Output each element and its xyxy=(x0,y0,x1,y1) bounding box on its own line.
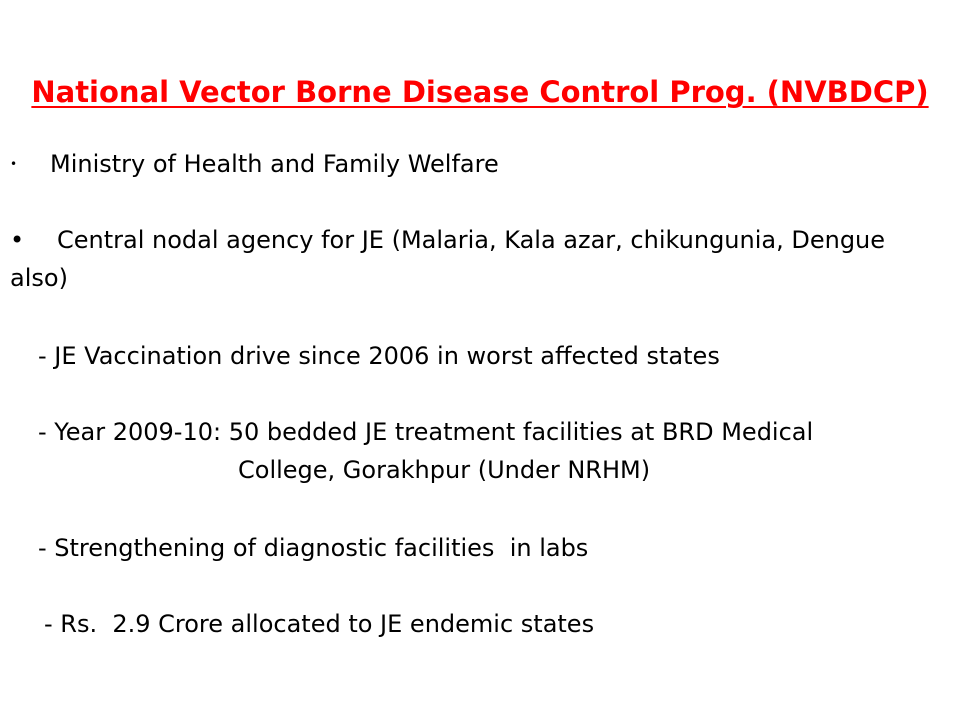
subpoint-diagnostic-facilities: - Strengthening of diagnostic facilities in labs xyxy=(38,534,589,562)
subpoint-funds-allocated: - Rs. 2.9 Crore allocated to JE endemic states xyxy=(44,610,595,638)
bullet-text-nodal-agency-line1: Central nodal agency for JE (Malaria, Kala azar, chikungunia, Dengue xyxy=(57,226,886,254)
bullet-marker: • xyxy=(10,157,18,171)
slide-title-text: National Vector Borne Disease Control Prog. (NVBDCP) xyxy=(31,75,929,109)
bullet-marker: • xyxy=(10,226,25,254)
slide-title xyxy=(0,72,960,112)
subpoint-treatment-facilities-line1: - Year 2009-10: 50 bedded JE treatment facilities at BRD Medical xyxy=(38,418,814,446)
bullet-text-nodal-agency-line2: also) xyxy=(10,264,68,292)
subpoint-treatment-facilities-line2: College, Gorakhpur (Under NRHM) xyxy=(238,456,651,484)
bullet-text-ministry: Ministry of Health and Family Welfare xyxy=(50,150,499,178)
subpoint-vaccination: - JE Vaccination drive since 2006 in worst affected states xyxy=(38,342,720,370)
